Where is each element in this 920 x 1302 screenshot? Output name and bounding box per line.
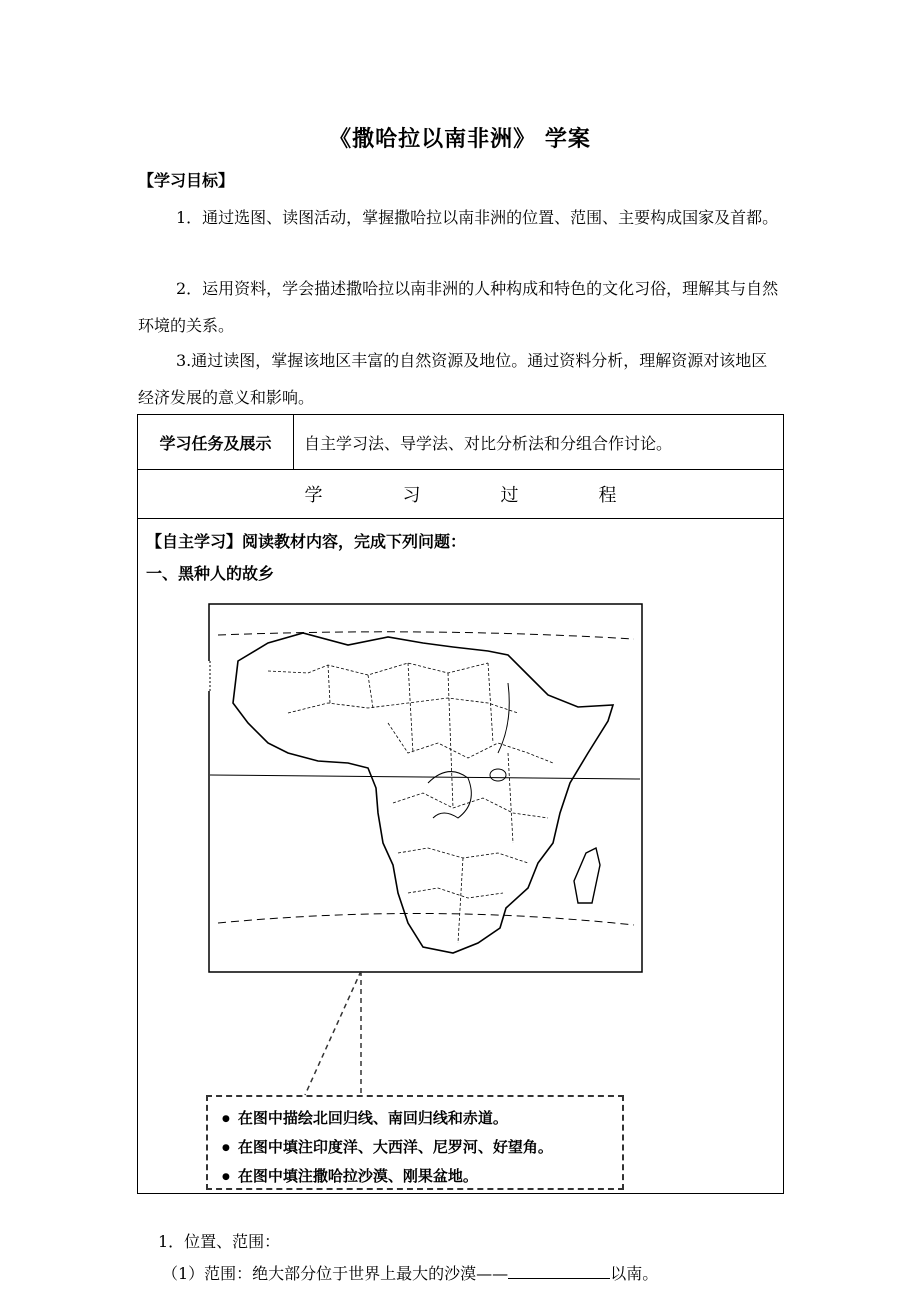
map-task-item: ● 在图中描绘北回归线、南回归线和赤道。 <box>222 1105 622 1134</box>
process-char: 过 <box>500 485 519 506</box>
objective-3: 3.通过读图，掌握该地区丰富的自然资源及地位。通过资料分析，理解资源对该地区经济发展的意义和影响。 <box>138 351 768 407</box>
process-header <box>138 470 784 519</box>
question-1a <box>162 1261 658 1284</box>
question-1a-prefix: （1）范围：绝大部分位于世界上最大的沙漠—— <box>162 1264 509 1283</box>
study-body <box>138 519 784 1283</box>
methods-text: 自主学习法、导学法、对比分析法和分组合作讨论。 <box>294 415 784 470</box>
process-char: 程 <box>598 485 617 506</box>
map-task-item: ● 在图中填注印度洋、大西洋、尼罗河、好望角。 <box>222 1134 622 1163</box>
task-label: 学习任务及展示 <box>138 415 294 470</box>
question-1: 1．位置、范围： <box>158 1232 281 1251</box>
study-table <box>137 414 784 1283</box>
self-study-heading: 【自主学习】阅读教材内容，完成下列问题： <box>146 532 467 551</box>
section-heading: 一、黑种人的故乡 <box>146 564 275 583</box>
answer-blank[interactable] <box>508 1264 610 1279</box>
question-1a-suffix: 以南。 <box>610 1264 659 1283</box>
objectives-heading: 【学习目标】 <box>138 171 235 190</box>
process-char: 习 <box>402 485 421 506</box>
map-task-item: ● 在图中填注撒哈拉沙漠、刚果盆地。 <box>222 1163 622 1192</box>
africa-outline-map <box>208 603 644 975</box>
map-task-box <box>206 1095 624 1190</box>
process-char: 学 <box>304 485 323 506</box>
objective-1: 1．通过选图、读图活动，掌握撒哈拉以南非洲的位置、范围、主要构成国家及首都。 <box>176 208 779 227</box>
callout-connector <box>303 971 363 1097</box>
objective-2: 2．运用资料，学会描述撒哈拉以南非洲的人种构成和特色的文化习俗，理解其与自然环境的关系。 <box>138 279 779 335</box>
page-title: 《撒哈拉以南非洲》 学案 <box>329 127 591 152</box>
